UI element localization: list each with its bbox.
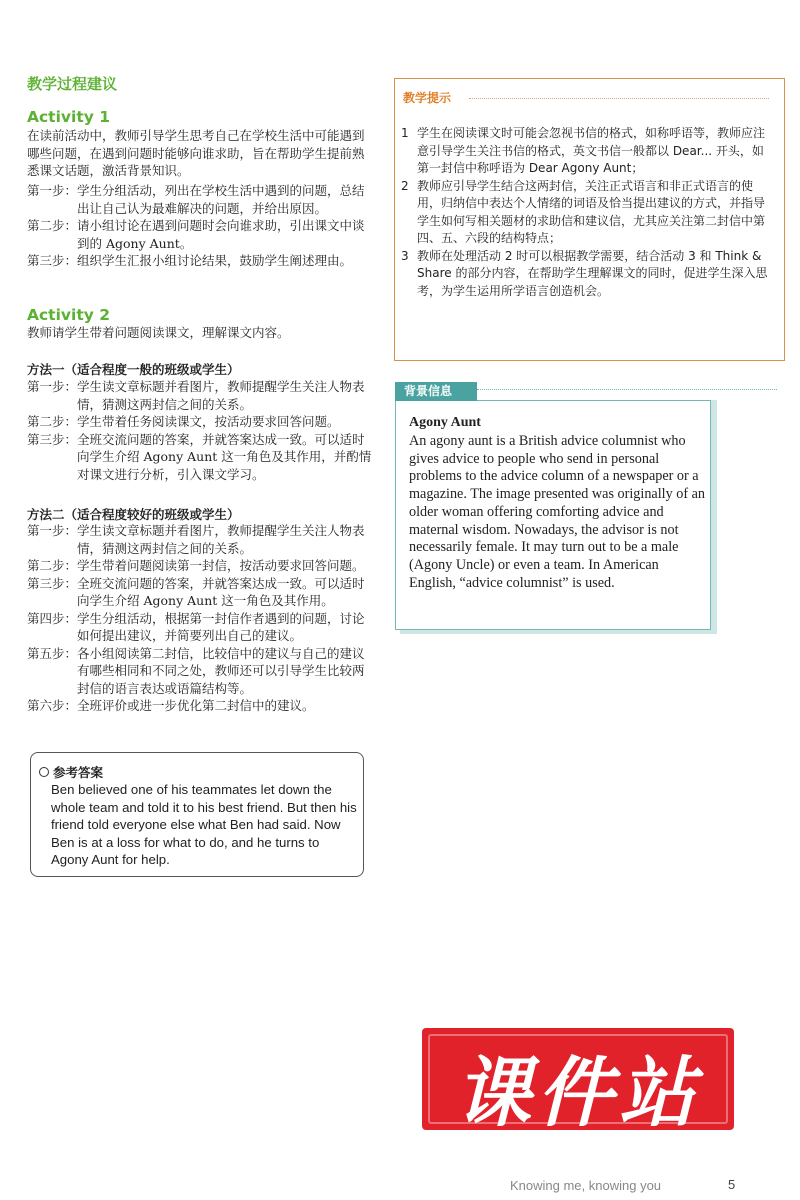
step-item (27, 182, 372, 217)
tip-text: 教师应引导学生结合这两封信，关注正式语言和非正式语言的使用，归纳信中表达个人情绪的词语及恰当提出建议的方式，并指导学生如何写相关题材的求助信和建议信，尤其应关注第二封信中第四、五、六段的结构特点； (417, 178, 766, 245)
teaching-tips-box (394, 78, 785, 361)
step-label: 第三步： (27, 253, 78, 268)
answer-title: 参考答案 (53, 765, 104, 780)
activity2-intro: 教师请学生带着问题阅读课文，理解课文内容。 (27, 325, 290, 340)
step-text: 学生分组活动，根据第一封信作者遇到的问题，讨论如何提出建议，并简要列出自己的建议。 (77, 610, 365, 643)
activity1-title: Activity 1 (27, 108, 111, 126)
tip-item (401, 125, 773, 178)
step-item (27, 431, 372, 484)
method1-title: 方法一（适合程度一般的班级或学生） (27, 362, 240, 377)
step-label: 第二步： (27, 558, 78, 573)
step-label: 第一步： (27, 523, 78, 538)
step-item (27, 252, 372, 270)
step-text: 全班交流问题的答案，并就答案达成一致。可以适时向学生介绍 Agony Aunt 这一角色及其作用，并酌情对课文进行分析，引入课文学习。 (77, 431, 372, 482)
step-text: 学生带着任务阅读课文，按活动要求回答问题。 (77, 414, 340, 429)
step-label: 第五步： (27, 645, 78, 661)
tip-number: 1 (401, 126, 409, 140)
step-label: 第六步： (27, 698, 78, 713)
tips-list (401, 125, 773, 300)
circle-icon (39, 767, 49, 777)
activity1-intro: 在读前活动中，教师引导学生思考自己在学校生活中可能遇到哪些问题，在遇到问题时能够向谁求助，旨在帮助学生提前熟悉课文话题，激活背景知识。 (27, 128, 365, 178)
tips-divider (469, 98, 769, 99)
page-number: 5 (728, 1177, 736, 1192)
step-item (27, 575, 372, 610)
step-text: 请小组讨论在遇到问题时会向谁求助，引出课文中谈到的 Agony Aunt。 (77, 218, 365, 251)
tip-item (401, 248, 773, 301)
tip-number: 3 (401, 248, 409, 263)
step-text: 学生分组活动，列出在学校生活中遇到的问题，总结出让自己认为最难解决的问题，并给出原因。 (77, 183, 365, 216)
method2-steps (27, 522, 372, 715)
step-item (27, 557, 372, 575)
step-text: 学生读文章标题并看图片，教师提醒学生关注人物表情，猜测这两封信之间的关系。 (77, 523, 365, 556)
section-title: 教学过程建议 (27, 75, 118, 93)
step-text: 各小组阅读第二封信，比较信中的建议与自己的建议有哪些相同和不同之处，教师还可以引导学生比较两封信的语言表达或语篇结构等。 (77, 645, 365, 696)
box-shadow (711, 400, 717, 630)
background-info-box (395, 400, 711, 630)
tips-title: 教学提示 (403, 91, 452, 105)
method2-title: 方法二（适合程度较好的班级或学生） (27, 507, 240, 522)
step-item (27, 645, 372, 698)
step-item (27, 522, 372, 557)
tip-text: 教师在处理活动 2 时可以根据教学需要，结合活动 3 和 Think & Share 的部分内容，在帮助学生理解课文的同时，促进学生深入思考，为学生运用所学语言创造机会。 (417, 248, 768, 298)
step-label: 第二步： (27, 218, 78, 233)
step-text: 全班交流问题的答案，并就答案达成一致。可以适时向学生介绍 Agony Aunt 这一角色及其作用。 (77, 575, 365, 608)
activity2-title: Activity 2 (27, 306, 111, 324)
step-text: 组织学生汇报小组讨论结果，鼓励学生阐述理由。 (77, 253, 353, 268)
step-text: 学生读文章标题并看图片，教师提醒学生关注人物表情，猜测这两封信之间的关系。 (77, 379, 365, 412)
background-text: An agony aunt is a British advice columnist who gives advice to people who send in personal problems to the advice column of a newspaper or a magazine. The image presented was originally of an older woman offering comforting advice and maternal wisdom. Nowadays, the advisor is not necessarily female. It may turn out to be a male (Agony Uncle) or even a team. In American English, “advice columnist” is used. (409, 433, 705, 591)
method1-steps (27, 378, 372, 483)
step-label: 第三步： (27, 575, 78, 591)
footer-text: Knowing me, knowing you (510, 1178, 662, 1193)
step-label: 第三步： (27, 431, 78, 447)
background-divider (477, 389, 777, 390)
step-text: 全班评价或进一步优化第二封信中的建议。 (77, 698, 315, 713)
answer-box (30, 752, 364, 877)
background-label: 背景信息 (395, 382, 477, 401)
step-item (27, 378, 372, 413)
activity1-steps (27, 182, 372, 270)
step-label: 第一步： (27, 183, 78, 198)
step-item (27, 413, 372, 431)
watermark-text: 课件站 (455, 1048, 701, 1130)
background-title: Agony Aunt (409, 415, 481, 430)
answer-text: Ben believed one of his teammates let down the whole team and told it to his best friend. But then his friend told everyone else what Ben had said. Now Ben is at a loss for what to do, and he turns to Agony Aunt for help. (51, 782, 357, 867)
step-label: 第一步： (27, 379, 78, 394)
watermark-stamp (422, 1028, 734, 1130)
answer-heading (39, 763, 103, 781)
step-item (27, 217, 372, 252)
step-item (27, 610, 372, 645)
step-label: 第二步： (27, 414, 78, 429)
step-label: 第四步： (27, 610, 78, 626)
step-text: 学生带着问题阅读第一封信，按活动要求回答问题。 (77, 558, 365, 573)
tip-item (401, 178, 773, 248)
tip-number: 2 (401, 178, 409, 193)
tip-text: 学生在阅读课文时可能会忽视书信的格式，如称呼语等，教师应注意引导学生关注书信的格式，英文书信一般都以 Dear... 开头，如第一封信中称呼语为 Dear Agony Aunt； (417, 126, 766, 175)
step-item (27, 697, 372, 715)
